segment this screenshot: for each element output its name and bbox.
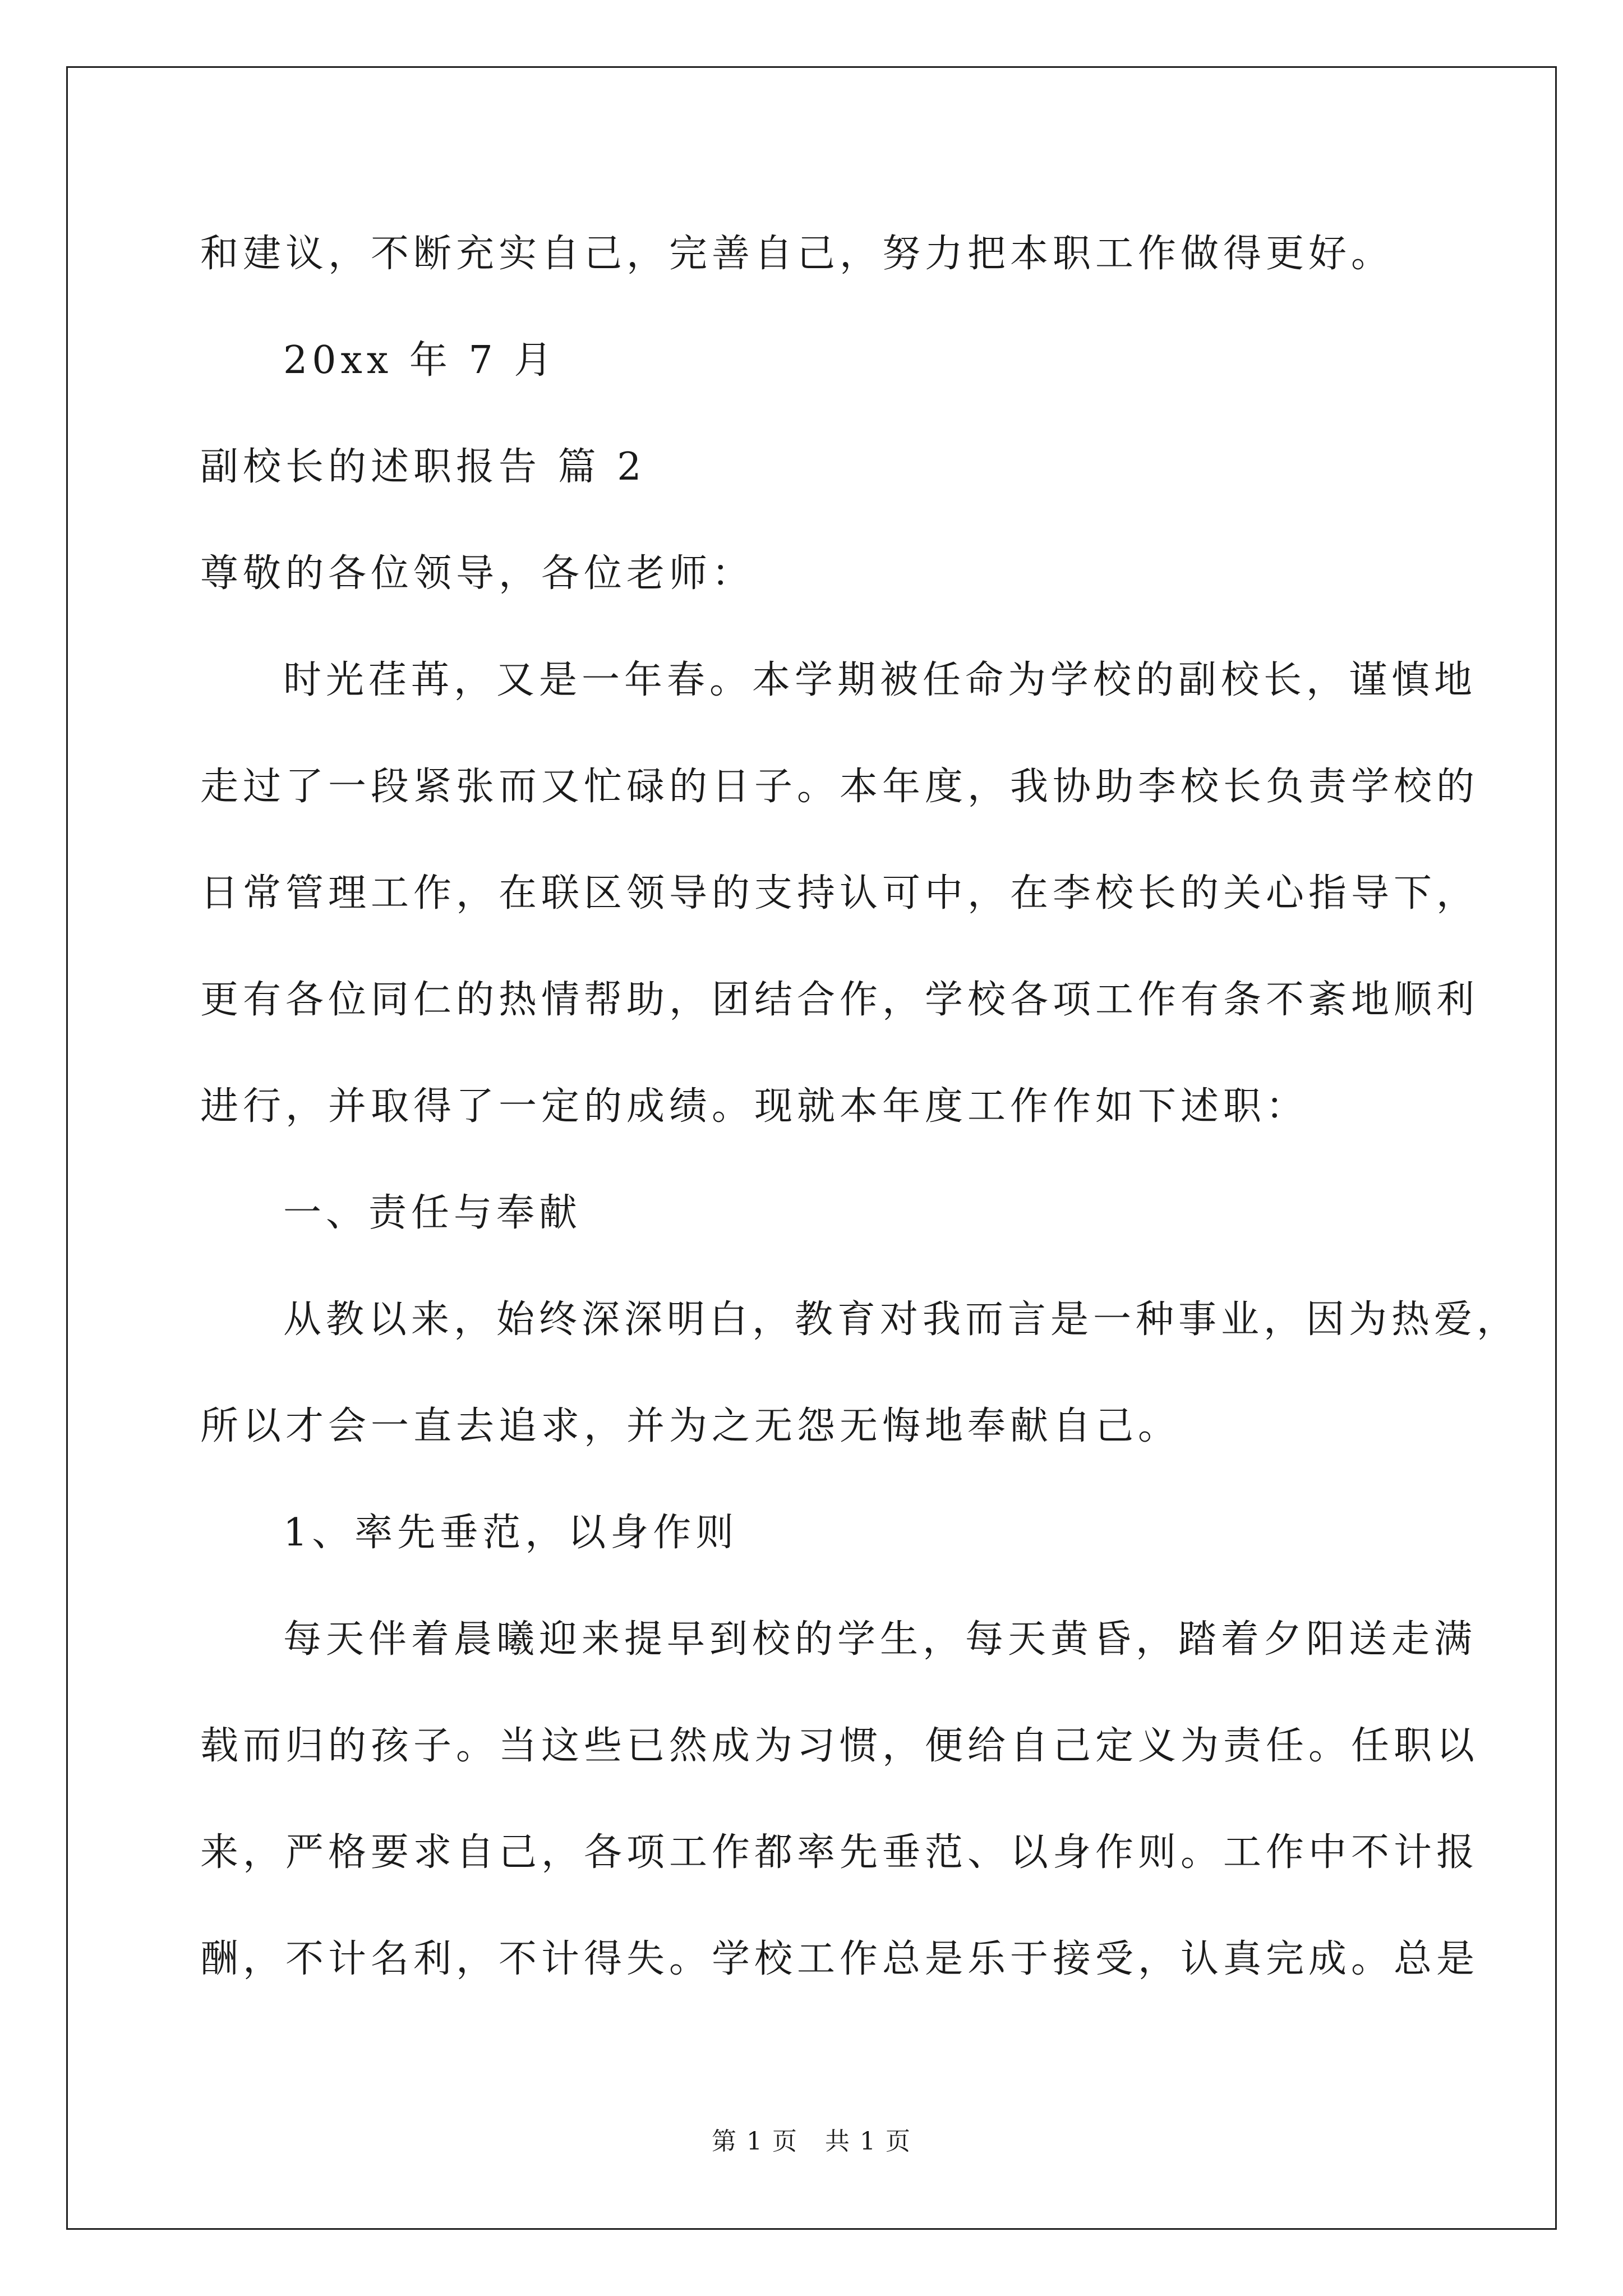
text-line: 每天伴着晨曦迎来提早到校的学生，每天黄昏，踏着夕阳送走满 bbox=[283, 1617, 1477, 1662]
subheading: 一、责任与奉献 bbox=[283, 1191, 582, 1235]
text-line: 日常管理工作，在联区领导的支持认可中，在李校长的关心指导下， bbox=[200, 871, 1479, 915]
text-line: 来，严格要求自己，各项工作都率先垂范、以身作则。工作中不计报 bbox=[200, 1830, 1479, 1875]
document-body bbox=[200, 201, 1520, 2013]
text-line: 进行，并取得了一定的成绩。现就本年度工作作如下述职： bbox=[200, 1084, 1309, 1129]
text-line: 所以才会一直去追求，并为之无怨无悔地奉献自己。 bbox=[200, 1404, 1181, 1448]
text-line: 载而归的孩子。当这些已然成为习惯，便给自己定义为责任。任职以 bbox=[200, 1724, 1479, 1768]
text-line: 更有各位同仁的热情帮助，团结合作，学校各项工作有条不紊地顺利 bbox=[200, 978, 1479, 1022]
text-line: 时光荏苒，又是一年春。本学期被任命为学校的副校长，谨慎地 bbox=[283, 658, 1477, 702]
date-line: 20xx 年 7 月 bbox=[283, 338, 557, 383]
text-line: 酬，不计名利，不计得失。学校工作总是乐于接受，认真完成。总是 bbox=[200, 1937, 1479, 1981]
salutation: 尊敬的各位领导，各位老师： bbox=[200, 551, 755, 596]
section-heading: 副校长的述职报告 篇 2 bbox=[200, 445, 646, 489]
text-line: 从教以来，始终深深明白，教育对我而言是一种事业，因为热爱， bbox=[283, 1297, 1520, 1342]
text-line: 走过了一段紧张而又忙碌的日子。本年度，我协助李校长负责学校的 bbox=[200, 765, 1479, 809]
page-footer: 第 1 页 共 1 页 bbox=[712, 2127, 911, 2156]
subheading: 1、率先垂范，以身作则 bbox=[283, 1511, 739, 1555]
text-line: 和建议，不断充实自己，完善自己，努力把本职工作做得更好。 bbox=[200, 232, 1394, 276]
